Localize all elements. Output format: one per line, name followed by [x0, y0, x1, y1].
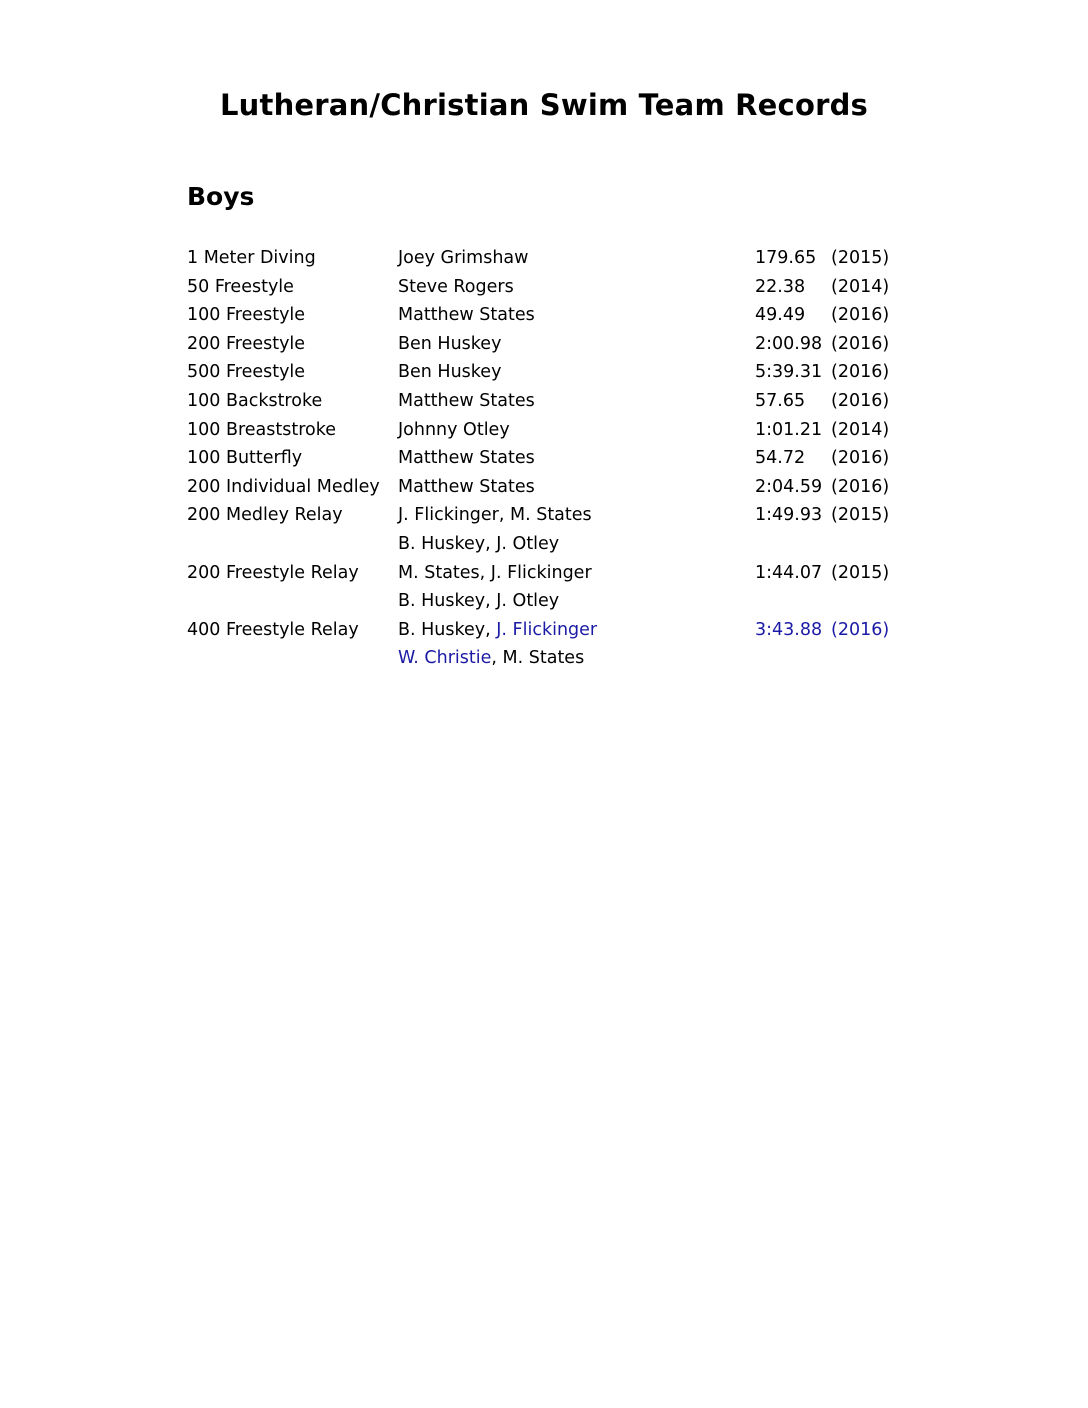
- record-row: [187, 273, 907, 302]
- record-year: (2015): [831, 248, 890, 268]
- event-name: 200 Freestyle Relay: [187, 562, 359, 583]
- record-row: [187, 416, 907, 445]
- event-name: 100 Butterfly: [187, 448, 303, 469]
- event-name: 50 Freestyle: [187, 276, 294, 297]
- record-time: 179.65: [755, 248, 817, 268]
- relay-row-medley-continued: [187, 530, 907, 559]
- record-time: 2:04.59: [755, 476, 823, 497]
- section-heading-boys: Boys: [187, 182, 255, 211]
- relay-row-free400: [187, 616, 907, 645]
- relay-swimmers-line1: M. States, J. Flickinger: [398, 562, 592, 583]
- record-time-highlight: 3:43.88: [755, 619, 823, 640]
- event-name: 200 Medley Relay: [187, 505, 343, 526]
- record-row: [187, 444, 907, 473]
- record-year: (2014): [831, 419, 890, 440]
- record-time: 57.65: [755, 390, 806, 411]
- relay-row-free200: [187, 559, 907, 588]
- swimmer-name: Matthew States: [398, 390, 535, 411]
- event-name: 100 Breaststroke: [187, 419, 337, 440]
- relay-swimmers-line1: J. Flickinger, M. States: [398, 505, 592, 526]
- event-name: 400 Freestyle Relay: [187, 619, 359, 640]
- swimmer-name: Ben Huskey: [398, 333, 502, 354]
- record-row: [187, 244, 907, 273]
- record-year: (2016): [831, 333, 890, 354]
- record-year-highlight: (2016): [831, 619, 890, 640]
- record-year: (2016): [831, 362, 890, 383]
- record-year: (2014): [831, 276, 890, 297]
- record-year: (2015): [831, 562, 890, 583]
- record-time: 2:00.98: [755, 333, 823, 354]
- relay-swimmer-highlight: J. Flickinger: [496, 619, 598, 640]
- record-row: [187, 301, 907, 330]
- record-row: [187, 473, 907, 502]
- record-time: 1:44.07: [755, 562, 823, 583]
- record-time: 5:39.31: [755, 362, 823, 383]
- swimmer-name: Matthew States: [398, 476, 535, 497]
- record-row: [187, 330, 907, 359]
- record-time: 49.49: [755, 305, 806, 326]
- record-year: (2016): [831, 390, 890, 411]
- event-name: 200 Individual Medley: [187, 476, 380, 497]
- page-title: Lutheran/Christian Swim Team Records: [219, 88, 868, 122]
- record-row: [187, 387, 907, 416]
- event-name: 100 Freestyle: [187, 305, 306, 326]
- record-time: 1:01.21: [755, 419, 823, 440]
- relay-swimmers-line1: [398, 616, 597, 645]
- swimmer-name: Joey Grimshaw: [398, 248, 529, 268]
- swimmer-name: Ben Huskey: [398, 362, 502, 383]
- swimmer-name: Matthew States: [398, 305, 535, 326]
- relay-row-medley: [187, 501, 907, 530]
- record-time: 54.72: [755, 448, 806, 469]
- record-time: 1:49.93: [755, 505, 823, 526]
- event-name: 1 Meter Diving: [187, 248, 316, 268]
- event-name: 500 Freestyle: [187, 362, 306, 383]
- swimmer-name: Johnny Otley: [398, 419, 510, 440]
- record-row: [187, 358, 907, 387]
- relay-swimmer-highlight: W. Christie: [398, 648, 492, 669]
- relay-row-free400-continued: [187, 644, 907, 673]
- event-name: 200 Freestyle: [187, 333, 306, 354]
- event-name: 100 Backstroke: [187, 390, 323, 411]
- record-time: 22.38: [755, 276, 806, 297]
- record-year: (2016): [831, 305, 890, 326]
- record-year: (2016): [831, 476, 890, 497]
- swimmer-name: Steve Rogers: [398, 276, 514, 297]
- relay-swimmer-text: , M. States: [491, 648, 585, 669]
- records-list: [187, 244, 907, 673]
- record-year: (2015): [831, 505, 890, 526]
- relay-swimmers-line2: B. Huskey, J. Otley: [398, 591, 560, 612]
- relay-swimmers-line2: [398, 644, 584, 673]
- relay-swimmer-text: B. Huskey,: [398, 619, 497, 640]
- relay-row-free200-continued: [187, 587, 907, 616]
- relay-swimmers-line2: B. Huskey, J. Otley: [398, 533, 560, 554]
- swimmer-name: Matthew States: [398, 448, 535, 469]
- record-year: (2016): [831, 448, 890, 469]
